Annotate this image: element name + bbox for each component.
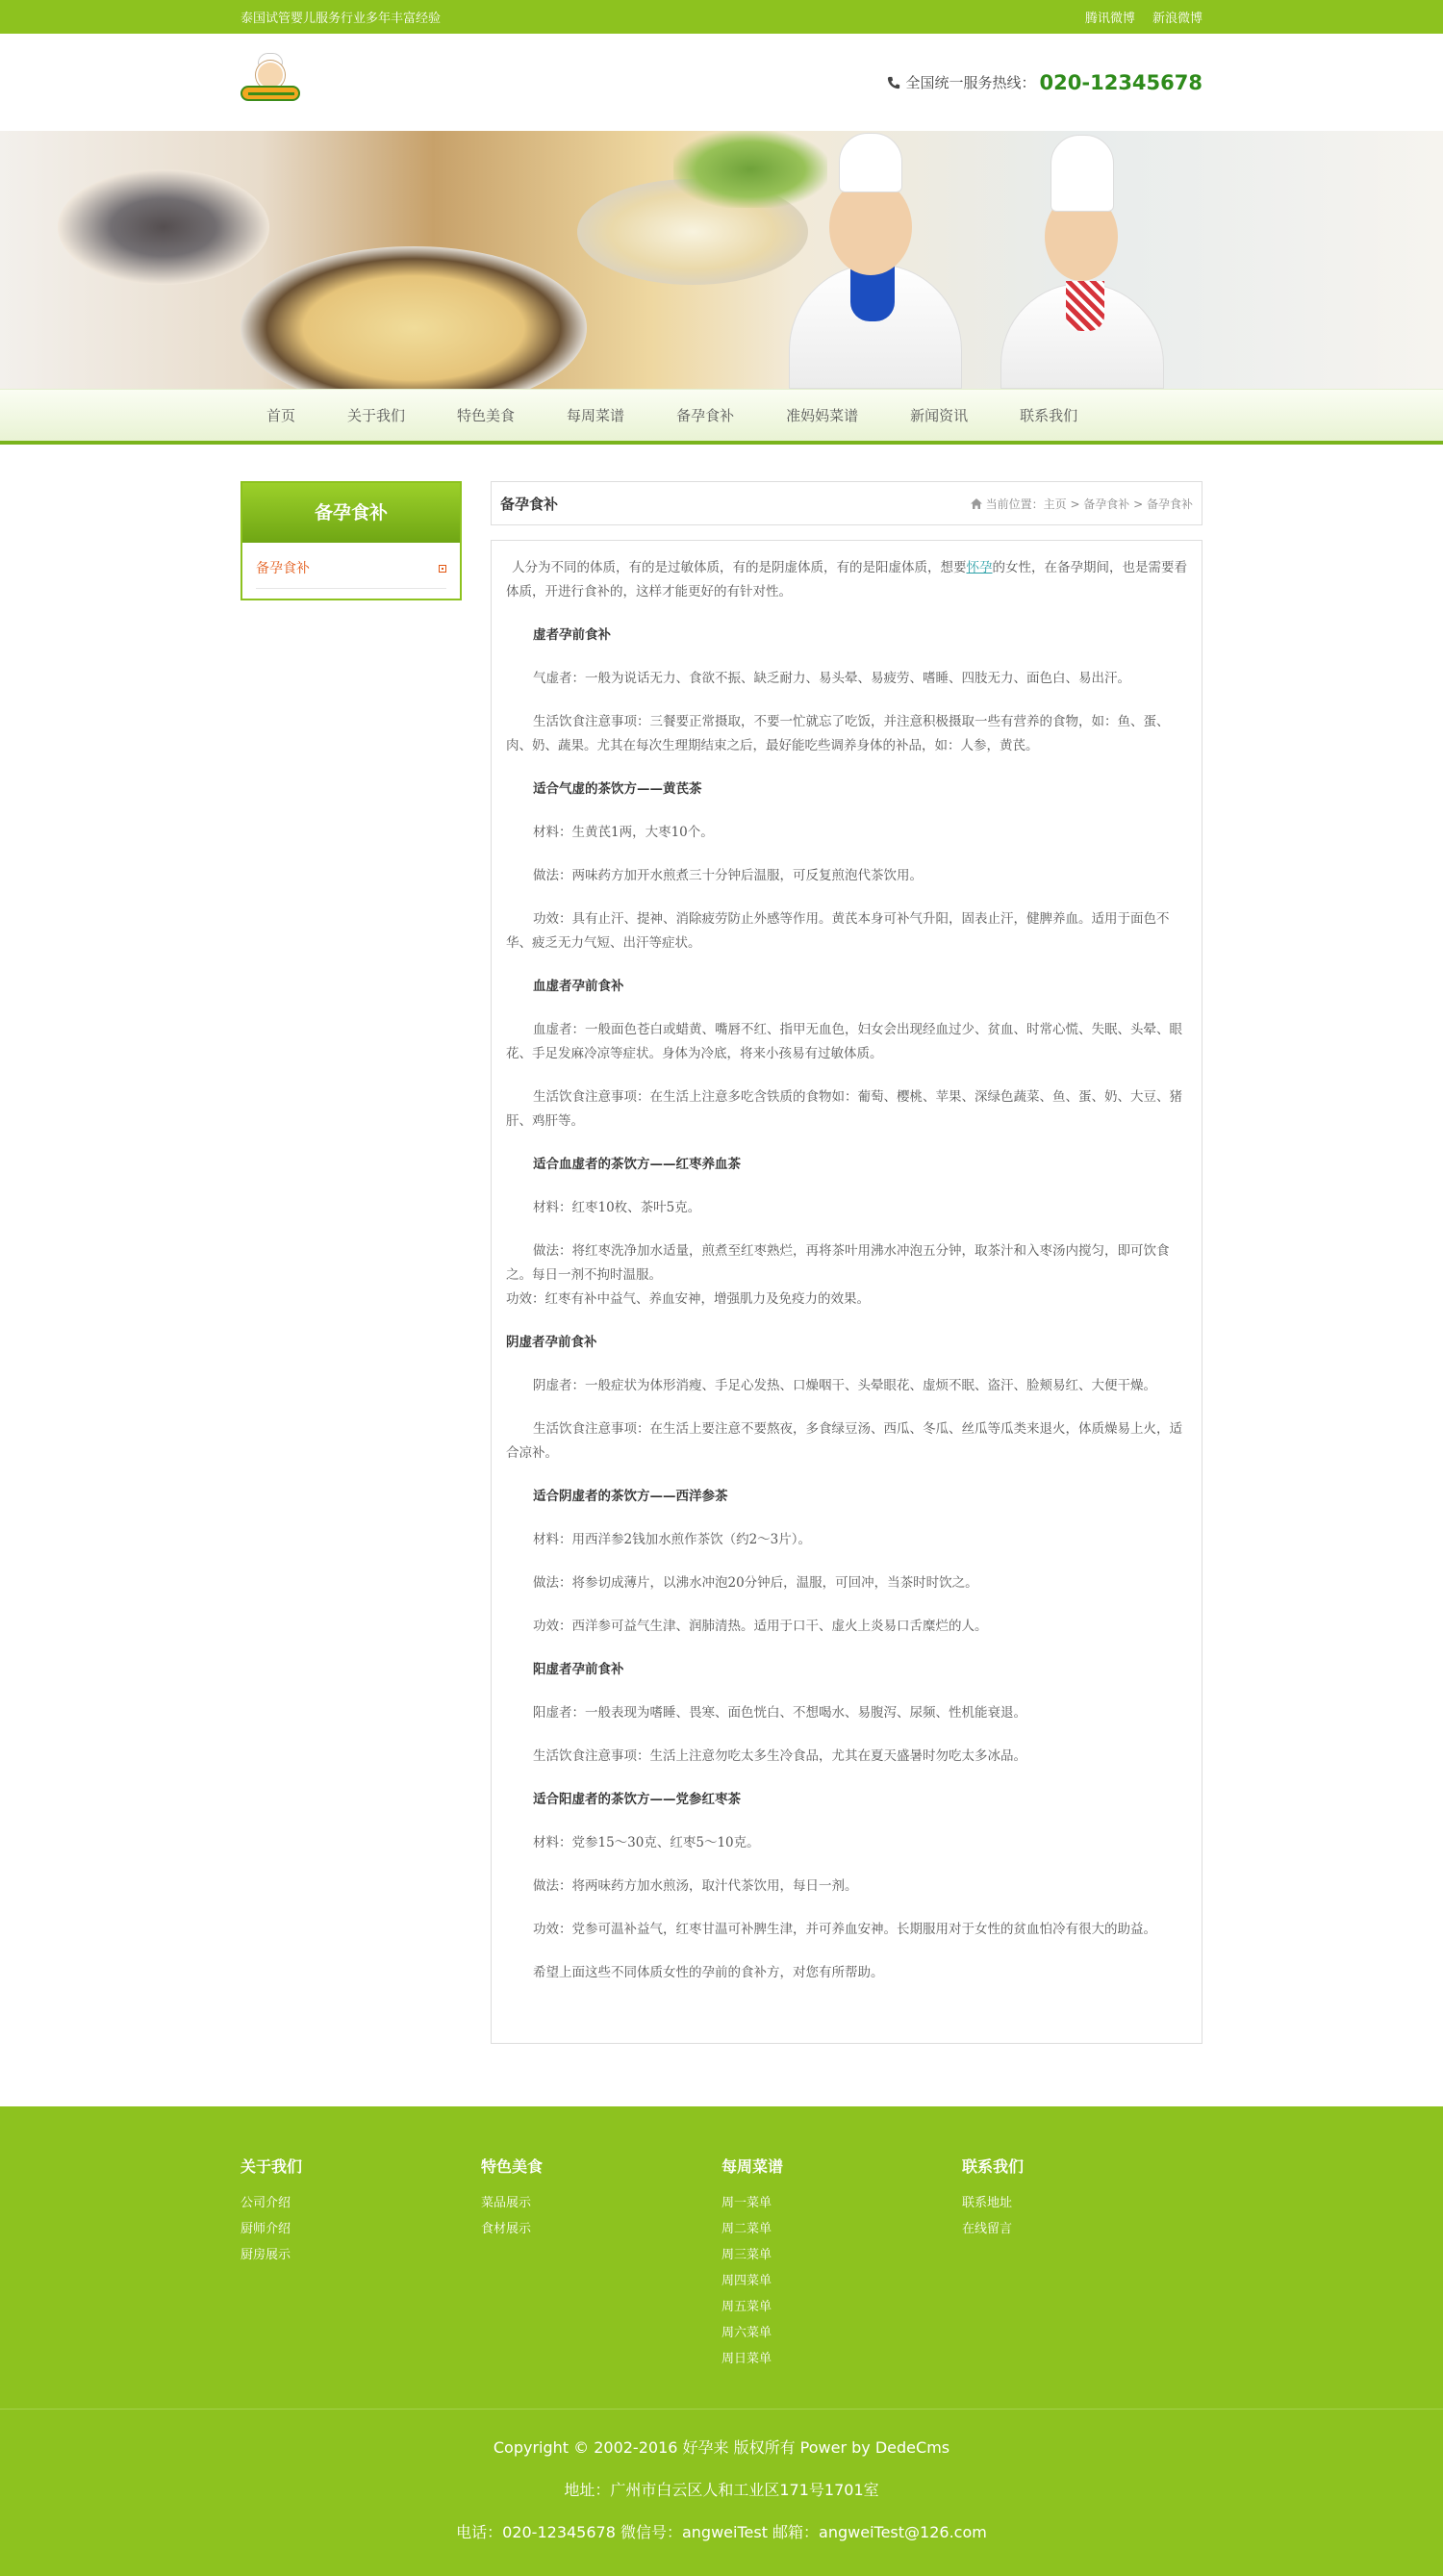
footer-link[interactable]: 公司介绍 [240,2196,291,2210]
main-area [0,445,1443,2106]
article-subheading: 适合阳虚者的茶饮方——党参红枣茶 [533,1792,741,1807]
footer-link[interactable]: 联系地址 [962,2196,1013,2210]
breadcrumb-text[interactable]: 当前位置：主页 > 备孕食补 > 备孕食补 [985,497,1193,511]
female-chef-graphic [991,131,1183,389]
footer-columns [0,2106,1443,2409]
service-hotline [887,71,1202,94]
nav-home[interactable]: 首页 [266,407,296,424]
article-paragraph: 做法：将两味药方加水煎汤，取汁代茶饮用，每日一剂。 [533,1878,858,1894]
article-paragraph: 希望上面这些不同体质女性的孕前的食补方，对您有所帮助。 [533,1965,884,1980]
article-paragraph: 生活饮食注意事项：三餐要正常摄取，不要一忙就忘了吃饭，并注意积极摄取一些有营养的食物，如：鱼、蛋、肉、奶、蔬果。尤其在每次生理期结束之后，最好能吃些调养身体的补品，如：人参，黄芪。 [506,714,1170,753]
article-paragraph: 功效：党参可温补益气，红枣甘温可补脾生津，并可养血安神。长期服用对于女性的贫血怕冷有很大的助益。 [533,1922,1156,1937]
article-paragraph: 材料：红枣10枚、茶叶5克。 [533,1200,701,1215]
article-subheading: 适合血虚者的茶饮方——红枣养血茶 [533,1157,741,1172]
article-paragraph: 生活饮食注意事项：生活上注意勿吃太多生冷食品，尤其在夏天盛暑时勿吃太多冰品。 [533,1748,1026,1764]
tencent-weibo-link[interactable]: 腾讯微博 [1084,12,1135,26]
article-paragraph: 做法：两味药方加开水煎煮三十分钟后温服，可反复煎泡代茶饮用。 [533,868,923,883]
footer-link[interactable]: 食材展示 [481,2222,532,2236]
nav-about[interactable]: 关于我们 [347,407,406,424]
nav-featured-food[interactable]: 特色美食 [457,407,516,424]
article-subheading: 阳虚者孕前食补 [533,1662,624,1677]
footer-link[interactable]: 周五菜单 [722,2300,772,2314]
keyword-link[interactable]: 怀孕 [966,560,993,575]
footer-column-title: 特色美食 [481,2157,544,2176]
article-paragraph: 做法：将参切成薄片，以沸水冲泡20分钟后，温服，可回冲，当茶时时饮之。 [533,1575,978,1591]
article-paragraph: 功效：红枣有补中益气、养血安神，增强肌力及免疫力的效果。 [506,1291,870,1307]
article-paragraphs [506,624,1187,1985]
article-paragraph: 材料：用西洋参2钱加水煎作茶饮（约2～3片）。 [533,1532,812,1547]
footer-bottom [0,2409,1443,2576]
article-intro: 人分为不同的体质，有的是过敏体质，有的是阴虚体质，有的是阳虚体质，想要怀孕的女性，在备孕期间，也是需要看体质，开进行食补的，这样才能更好的有针对性。 [506,560,1187,599]
footer-column-contact [962,2155,1202,2372]
article-paragraph: 做法：将红枣洗净加水适量，煎煮至红枣熟烂，再将茶叶用沸水冲泡五分钟，取茶汁和入枣汤内搅匀，即可饮食之。每日一剂不拘时温服。 [506,1243,1170,1283]
nav-news[interactable]: 新闻资讯 [910,407,969,424]
footer-link[interactable]: 厨房展示 [240,2248,291,2262]
hotline-number: 020-12345678 [1039,70,1202,94]
article-subheading: 适合气虚的茶饮方——黄芪茶 [533,781,702,797]
site-logo[interactable] [240,59,300,107]
phone-icon [887,76,900,89]
breadcrumb [971,496,1193,512]
top-slogan: 泰国试管婴儿服务行业多年丰富经验 [240,12,442,26]
article-paragraph: 阴虚者：一般症状为体形消瘦、手足心发热、口燥咽干、头晕眼花、虚烦不眠、盗汗、脸颊易红、大便干燥。 [533,1378,1156,1393]
footer-link[interactable]: 菜品展示 [481,2196,532,2210]
footer-column-about [240,2155,481,2372]
hero-banner [0,131,1443,389]
content-title: 备孕食补 [500,495,559,513]
footer-link[interactable]: 在线留言 [962,2222,1013,2236]
sidebar-item-label: 备孕食补 [256,560,310,576]
content-header [491,481,1202,525]
sidebar-list [242,543,460,599]
footer-link[interactable]: 周二菜单 [722,2222,772,2236]
content-column [491,481,1202,2044]
footer-column-title: 每周菜谱 [722,2157,784,2176]
footer-link[interactable]: 周一菜单 [722,2196,772,2210]
article-paragraph: 材料：生黄芪1两，大枣10个。 [533,825,714,840]
sina-weibo-link[interactable]: 新浪微博 [1152,12,1202,26]
copyright-text: Copyright © 2002-2016 好孕来 版权所有 Power by DedeCms [493,2438,950,2457]
top-bar [0,0,1443,34]
site-footer [0,2106,1443,2576]
footer-link[interactable]: 周六菜单 [722,2326,772,2340]
site-header [0,34,1443,131]
caviar-dish-graphic [58,169,269,285]
hotline-label: 全国统一服务热线： [905,74,1036,91]
footer-link[interactable]: 周日菜单 [722,2352,772,2366]
home-icon [971,498,982,509]
footer-column-title: 联系我们 [962,2157,1025,2176]
top-links [1072,8,1202,26]
nav-weekly-menu[interactable]: 每周菜谱 [567,407,625,424]
logo-ribbon [240,86,300,101]
footer-link[interactable]: 厨师介绍 [240,2222,291,2236]
nav-expecting-mom-menu[interactable]: 准妈妈菜谱 [786,407,859,424]
footer-link[interactable]: 周三菜单 [722,2248,772,2262]
article-subheading: 适合阴虚者的茶饮方——西洋参茶 [533,1489,728,1504]
article-subheading: 虚者孕前食补 [533,627,611,643]
article-subheading: 阴虚者孕前食补 [506,1335,597,1350]
canape-dish-graphic [240,246,587,389]
article-paragraph: 材料：党参15～30克、红枣5～10克。 [533,1835,760,1850]
bullet-square-icon [439,565,446,573]
nav-contact[interactable]: 联系我们 [1020,407,1078,424]
sidebar-title: 备孕食补 [242,483,460,543]
article-paragraph: 生活饮食注意事项：在生活上要注意不要熬夜，多食绿豆汤、西瓜、冬瓜、丝瓜等瓜类来退火，体质燥易上火，适合凉补。 [506,1421,1182,1461]
article-paragraph: 功效：具有止汗、提神、消除疲劳防止外感等作用。黄芪本身可补气升阳，固表止汗，健脾养血。适用于面色不华、疲乏无力气短、出汗等症状。 [506,911,1170,951]
article-paragraph: 血虚者：一般面色苍白或蜡黄、嘴唇不红、指甲无血色，妇女会出现经血过少、贫血、时常心慌、失眠、头晕、眼花、手足发麻冷凉等症状。身体为冷底，将来小孩易有过敏体质。 [506,1022,1182,1061]
article-paragraph: 功效：西洋参可益气生津、润肺清热。适用于口干、虚火上炎易口舌糜烂的人。 [533,1619,988,1634]
male-chef-graphic [770,131,981,389]
footer-link[interactable]: 周四菜单 [722,2274,772,2288]
footer-column-featured-food [481,2155,722,2372]
article-subheading: 血虚者孕前食补 [533,979,624,994]
article-paragraph: 气虚者：一般为说话无力、食欲不振、缺乏耐力、易头晕、易疲劳、嗜睡、四肢无力、面色白、易出汗。 [533,671,1130,686]
sidebar-item-prepregnancy-diet[interactable] [256,548,446,589]
article-paragraph: 阳虚者：一般表现为嗜睡、畏寒、面色恍白、不想喝水、易腹泻、尿频、性机能衰退。 [533,1705,1026,1721]
article-paragraph: 生活饮食注意事项：在生活上注意多吃含铁质的食物如：葡萄、樱桃、苹果、深绿色蔬菜、鱼、蛋、奶、大豆、猪肝、鸡肝等。 [506,1089,1182,1129]
article-body [491,540,1202,2044]
sidebar [240,481,462,600]
footer-column-weekly-menu [722,2155,962,2372]
nav-prepregnancy-diet[interactable]: 备孕食补 [676,407,735,424]
address-text: 地址：广州市白云区人和工业区171号1701室 [564,2481,879,2499]
main-nav [0,389,1443,445]
footer-column-title: 关于我们 [240,2157,303,2176]
contact-text: 电话：020-12345678 微信号：angweiTest 邮箱：angweiTest@126.com [456,2523,987,2541]
